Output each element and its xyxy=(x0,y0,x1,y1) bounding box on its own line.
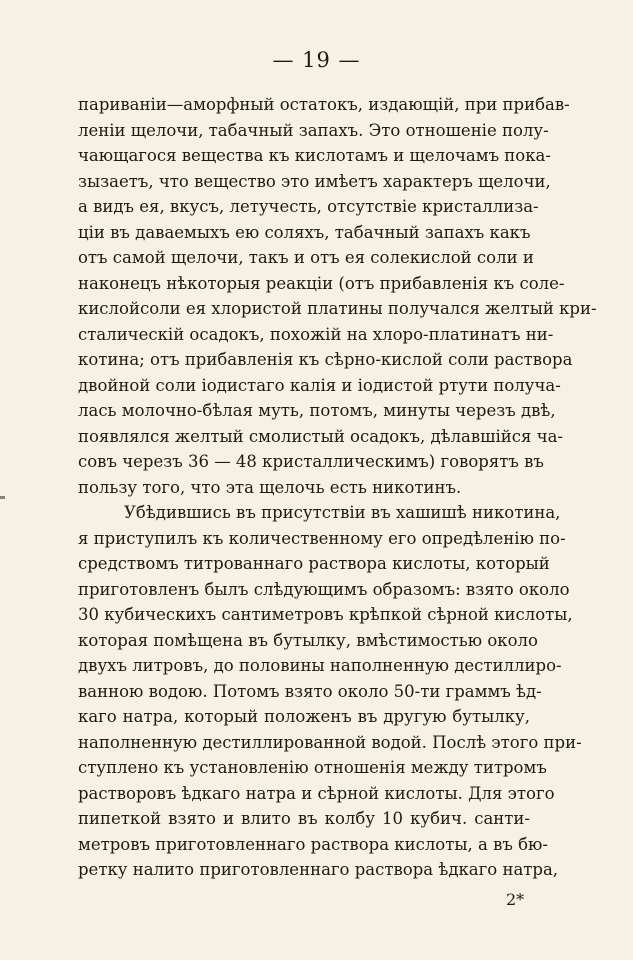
text-line: ціи въ даваемыхъ ею соляхъ, табачный запахъ какъ xyxy=(78,222,531,242)
text-line: совъ черезъ 36 — 48 кристаллическимъ) говорятъ въ xyxy=(78,452,544,471)
text-line: чающагося вещества къ кислотамъ и щелочамъ пока- xyxy=(78,146,551,165)
text-line: приготовленъ былъ слѣдующимъ образомъ: взято около xyxy=(78,579,570,599)
text-line: зызаетъ, что вещество это имѣетъ характеръ щелочи, xyxy=(78,171,551,191)
text-line: двойной соли іодистаго калія и іодистой ртути получа- xyxy=(78,375,561,395)
text-line: париваніи—аморфный остатокъ, издающій, при прибав- xyxy=(78,95,570,114)
margin-mark xyxy=(0,496,5,499)
text-line: каго натра, который положенъ въ другую бутылку, xyxy=(78,707,530,726)
text-line: сталическій осадокъ, похожій на хлоро-платинатъ ни- xyxy=(78,324,554,344)
text-line: ретку налито приготовленнаго раствора ѣдкаго натра, xyxy=(78,860,559,879)
text-line: наполненную дестиллированной водой. Послѣ этого при- xyxy=(78,732,582,752)
text-line: ступлено къ установленію отношенія между титромъ xyxy=(78,758,547,777)
text-line: растворовъ ѣдкаго натра и сѣрной кислоты. Для этого xyxy=(78,783,555,803)
text-line: появлялся желтый смолистый осадокъ, дѣлавшійся ча- xyxy=(78,426,564,446)
text-line: средствомъ титрованнаго раствора кислоты, который xyxy=(78,554,550,573)
text-line: лась молочно-бѣлая муть, потомъ, минуты черезъ двѣ, xyxy=(78,401,556,420)
text-line: котина; отъ прибавленія къ сѣрно-кислой соли раствора xyxy=(78,350,573,369)
text-line: отъ самой щелочи, такъ и отъ ея солекислой соли и xyxy=(78,248,534,267)
text-line: пипеткой взято и влито въ колбу 10 кубич. санти- xyxy=(78,809,530,828)
text-line: я приступилъ къ количественному его опредѣленію по- xyxy=(78,528,566,548)
text-line: леніи щелочи, табачный запахъ. Это отношеніе полу- xyxy=(78,120,549,140)
text-line-paragraph-end: пользу того, что эта щелочь есть никотинъ. xyxy=(78,477,462,497)
text-line: кислойсоли ея хлористой платины получался желтый кри- xyxy=(78,299,597,318)
text-line: которая помѣщена въ бутылку, вмѣстимостью около xyxy=(78,630,538,650)
body-text xyxy=(78,92,597,883)
text-line: ванною водою. Потомъ взято около 50-ти граммъ ѣд- xyxy=(78,681,542,701)
text-line-paragraph-start: Убѣдившись въ присутствіи въ хашишѣ никотина, xyxy=(124,503,561,522)
signature-mark: 2* xyxy=(506,890,525,909)
page-number: — 19 — xyxy=(272,48,361,72)
text-line: метровъ приготовленнаго раствора кислоты, а въ бю- xyxy=(78,834,548,854)
text-line: а видъ ея, вкусъ, летучесть, отсутствіе кристаллиза- xyxy=(78,197,539,216)
text-line: двухъ литровъ, до половины наполненную дестиллиро- xyxy=(78,656,562,675)
text-line: 30 кубическихъ сантиметровъ крѣпкой сѣрной кислоты, xyxy=(78,605,573,624)
text-line: наконецъ нѣкоторыя реакціи (отъ прибавленія къ соле- xyxy=(78,273,565,293)
